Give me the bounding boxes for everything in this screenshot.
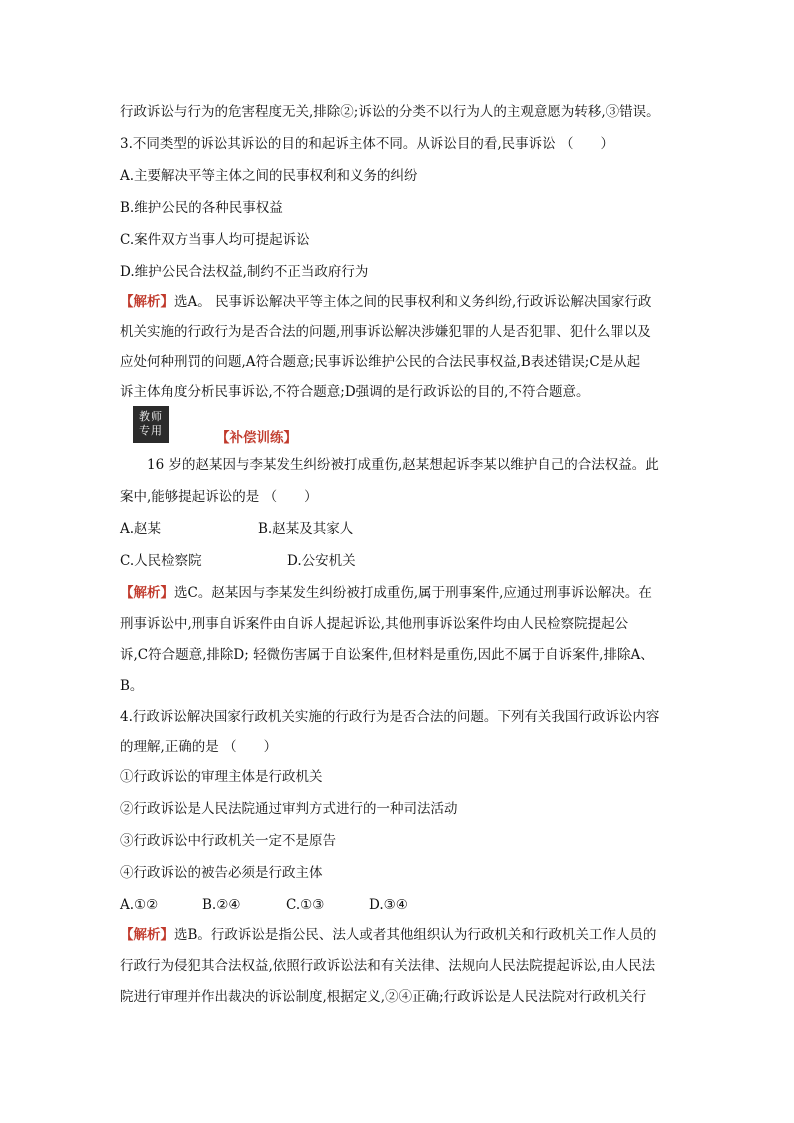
- badge-line-2: 专用: [139, 424, 163, 437]
- option-d: D.维护公民合法权益,制约不正当政府行为: [120, 264, 369, 280]
- analysis-2-first: [120, 583, 652, 603]
- question-3: 3.不同类型的诉讼其诉讼的目的和起诉主体不同。从诉讼目的看,民事诉讼 （ ）: [120, 136, 614, 152]
- badge-line-1: 教师: [139, 410, 163, 423]
- analysis-1-first: [120, 292, 651, 312]
- option-b: B.维护公民的各种民事权益: [120, 200, 283, 216]
- q4-option-b: B.②④: [202, 897, 241, 913]
- analysis-text: 选C。赵某因与李某发生纠纷被打成重伤,属于刑事案件,应通过刑事诉讼解决。在: [174, 585, 652, 601]
- analysis-3-first: [120, 925, 656, 945]
- analysis-2-line: B。: [120, 678, 144, 694]
- option-a: A.主要解决平等主体之间的民事权利和义务的纠纷: [120, 168, 418, 184]
- analysis-1-line: 机关实施的行政行为是否合法的问题,刑事诉讼解决涉嫌犯罪的人是否犯罪、犯什么罪以及: [120, 324, 651, 340]
- analysis-text: 选B。行政诉讼是指公民、法人或者其他组织认为行政机关和行政机关工作人员的: [174, 927, 657, 943]
- statement-4: ④行政诉讼的被告必须是行政主体: [120, 865, 323, 881]
- analysis-tag: 【解析】: [120, 585, 174, 601]
- supp-option-b: B.赵某及其家人: [258, 521, 354, 537]
- analysis-2-line: 刑事诉讼中,刑事自诉案件由自诉人提起诉讼,其他刑事诉讼案件均由人民检察院提起公: [120, 616, 629, 632]
- q4-option-d: D.③④: [369, 897, 408, 913]
- q4-option-c: C.①③: [286, 897, 325, 913]
- q4-option-a: A.①②: [120, 897, 159, 913]
- statement-3: ③行政诉讼中行政机关一定不是原告: [120, 833, 336, 849]
- analysis-2-line: 诉,C符合题意,排除D; 轻微伤害属于自讼案件,但材料是重伤,因此不属于自诉案件,排除A、: [120, 647, 654, 663]
- analysis-1-line: 诉主体角度分析民事诉讼,不符合题意;D强调的是行政诉讼的目的,不符合题意。: [120, 384, 590, 400]
- supp-option-c: C.人民检察院: [120, 553, 202, 569]
- analysis-3-line: 院进行审理并作出裁决的诉讼制度,根据定义,②④正确;行政诉讼是人民法院对行政机关行: [120, 989, 647, 1005]
- analysis-tag: 【解析】: [120, 927, 174, 943]
- analysis-1-line: 应处何种刑罚的问题,A符合题意;民事诉讼维护公民的合法民事权益,B表述错误;C是从起: [120, 354, 641, 370]
- supp-question-line-2: 案中,能够提起诉讼的是 （ ）: [120, 489, 318, 505]
- question-4-line-2: 的理解,正确的是 （ ）: [120, 739, 278, 755]
- analysis-tag: 【解析】: [120, 294, 174, 310]
- text-line: 行政诉讼与行为的危害程度无关,排除②;诉讼的分类不以行为人的主观意愿为转移,③错误。: [120, 104, 660, 120]
- supp-option-d: D.公安机关: [287, 553, 356, 569]
- statement-1: ①行政诉讼的审理主体是行政机关: [120, 769, 323, 785]
- supp-option-a: A.赵某: [120, 521, 162, 537]
- analysis-3-line: 行政行为侵犯其合法权益,依照行政诉讼法和有关法律、法规向人民法院提起诉讼,由人民法: [120, 958, 656, 974]
- supplement-title: 【补偿训练】: [216, 430, 297, 446]
- question-4-line-1: 4.行政诉讼解决国家行政机关实施的行政行为是否合法的问题。下列有关我国行政诉讼内容: [120, 709, 660, 725]
- analysis-text: 选A。 民事诉讼解决平等主体之间的民事权利和义务纠纷,行政诉讼解决国家行政: [174, 294, 652, 310]
- supp-question-line-1: 16 岁的赵某因与李某发生纠纷被打成重伤,赵某想起诉李某以维护自己的合法权益。此: [147, 457, 659, 473]
- statement-2: ②行政诉讼是人民法院通过审判方式进行的一种司法活动: [120, 801, 458, 817]
- teacher-only-badge: [133, 406, 169, 443]
- option-c: C.案件双方当事人均可提起诉讼: [120, 232, 310, 248]
